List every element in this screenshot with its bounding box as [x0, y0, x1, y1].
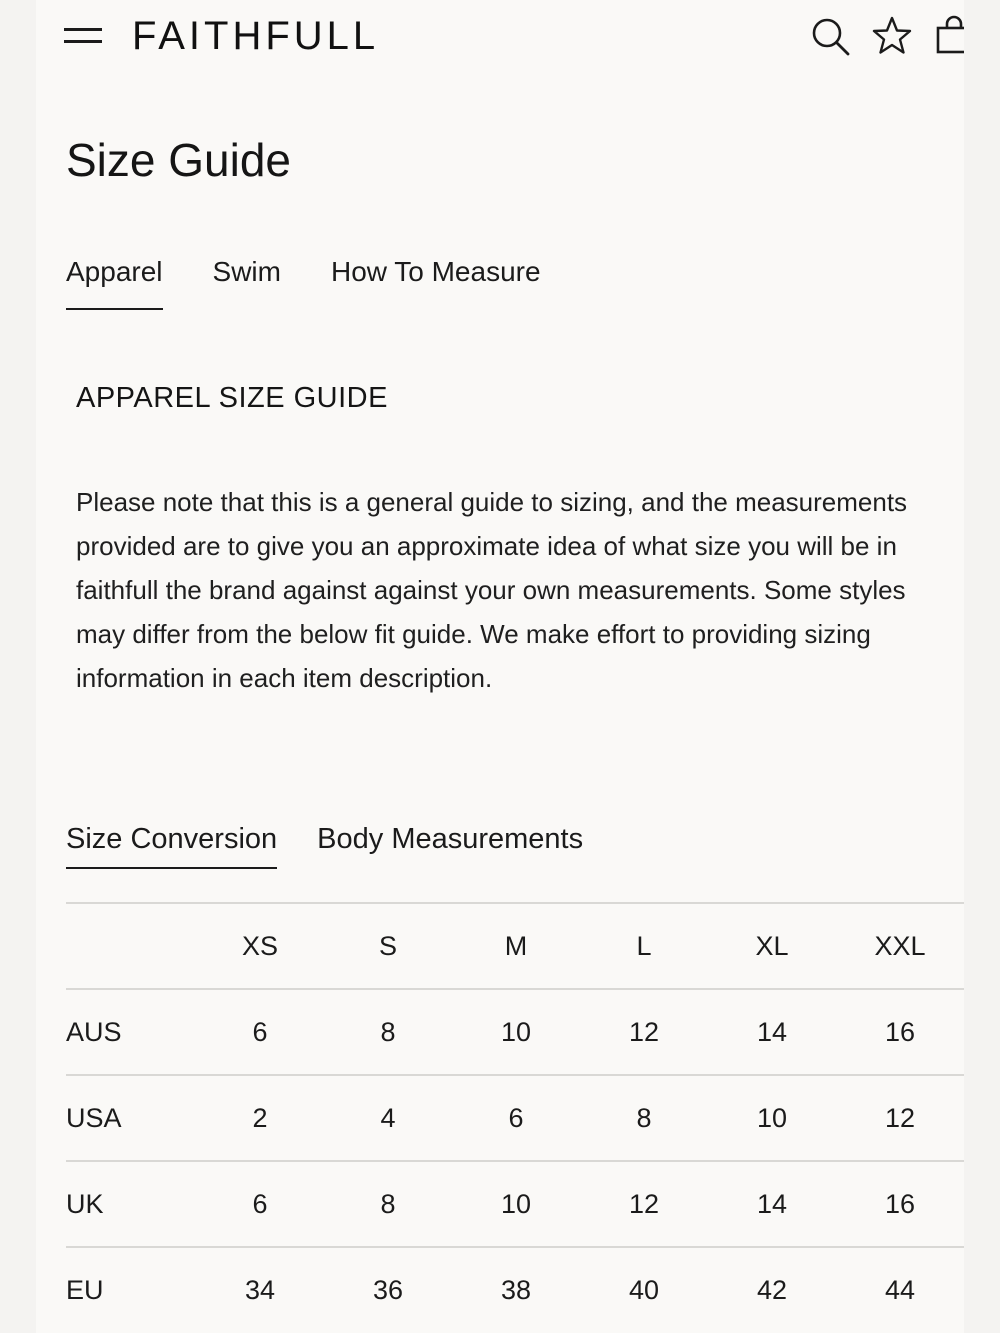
size-guide-description: Please note that this is a general guide to sizing, and the measurements provided are to give you an approximate idea of what size you will be in faithfull the brand against against your own measurements. Some styles may differ from the below fit guide. We make effort to providing sizing information in each item description. [76, 487, 908, 693]
table-cell: 36 [324, 1247, 452, 1332]
header-cell-m: M [452, 903, 580, 989]
section-heading: APPAREL SIZE GUIDE [76, 382, 388, 414]
table-cell: 14 [708, 989, 836, 1075]
header-cell-l: L [580, 903, 708, 989]
row-label: UK [66, 1161, 196, 1247]
shopping-bag-icon[interactable] [932, 14, 964, 58]
table-cell: 34 [196, 1247, 324, 1332]
table-cell: 4 [324, 1075, 452, 1161]
table-cell: 16 [836, 1161, 964, 1247]
star-icon[interactable] [870, 14, 914, 58]
brand-logo[interactable]: FAITHFULL [132, 14, 380, 58]
table-cell: 10 [452, 989, 580, 1075]
size-conversion-table [66, 902, 964, 1332]
header-cell-empty [66, 903, 196, 989]
table-cell: 2 [196, 1075, 324, 1161]
table-cell: 10 [708, 1075, 836, 1161]
tab-apparel[interactable]: Apparel [66, 250, 163, 310]
table-cell: 14 [708, 1161, 836, 1247]
header-cell-xxl: XXL [836, 903, 964, 989]
row-label: AUS [66, 989, 196, 1075]
tab-swim[interactable]: Swim [212, 256, 281, 287]
header-cell-xl: XL [708, 903, 836, 989]
table-cell: 38 [452, 1247, 580, 1332]
page-title: Size Guide [66, 134, 292, 186]
table-cell: 8 [580, 1075, 708, 1161]
header-cell-xs: XS [196, 903, 324, 989]
row-label: EU [66, 1247, 196, 1332]
row-label: USA [66, 1075, 196, 1161]
tab-body-measurements[interactable]: Body Measurements [317, 823, 584, 855]
table-cell: 12 [580, 1161, 708, 1247]
size-guide-tabs [66, 250, 591, 310]
tab-how-to-measure[interactable]: How To Measure [330, 256, 541, 287]
table-header-row [66, 903, 964, 989]
table-cell: 12 [580, 989, 708, 1075]
search-icon[interactable] [808, 14, 852, 58]
table-row-eu [66, 1247, 964, 1332]
table-cell: 8 [324, 989, 452, 1075]
table-cell: 10 [452, 1161, 580, 1247]
site-header [36, 0, 964, 72]
table-subtabs [66, 817, 623, 869]
table-cell: 16 [836, 989, 964, 1075]
table-row-uk [66, 1161, 964, 1247]
table-cell: 8 [324, 1161, 452, 1247]
table-row-aus [66, 989, 964, 1075]
table-cell: 12 [836, 1075, 964, 1161]
table-cell: 44 [836, 1247, 964, 1332]
header-cell-s: S [324, 903, 452, 989]
table-cell: 42 [708, 1247, 836, 1332]
table-row-usa [66, 1075, 964, 1161]
table-cell: 6 [196, 1161, 324, 1247]
table-cell: 6 [452, 1075, 580, 1161]
page [36, 0, 964, 1333]
table-cell: 40 [580, 1247, 708, 1332]
table-cell: 6 [196, 989, 324, 1075]
tab-size-conversion[interactable]: Size Conversion [66, 817, 277, 869]
hamburger-menu-icon[interactable] [64, 24, 102, 46]
